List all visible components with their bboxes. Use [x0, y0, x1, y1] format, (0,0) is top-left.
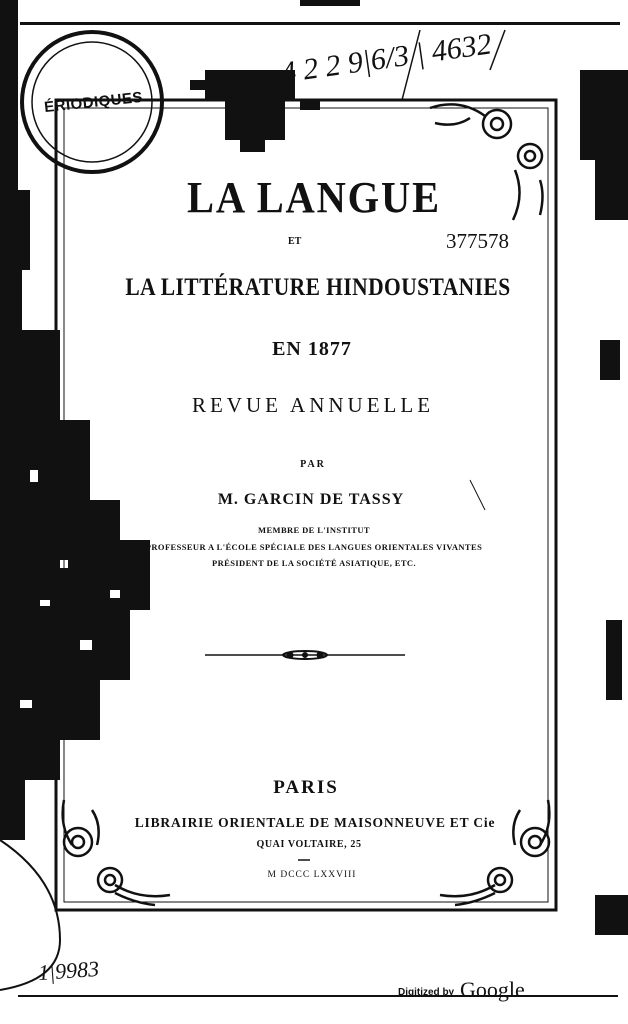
title-line-2: LA LITTÉRATURE HINDOUSTANIES — [125, 274, 511, 301]
imprint-date: M DCCC LXXVIII — [267, 870, 357, 880]
handwritten-shelfmark: 4 2 2 9|6/3 | 4632 — [278, 27, 494, 90]
imprint-city: PARIS — [273, 777, 339, 798]
imprint-address: QUAI VOLTAIRE, 25 — [256, 839, 362, 850]
decorative-rule — [205, 651, 405, 659]
handwritten-number: 1|9983 — [37, 955, 100, 986]
author-name: M. GARCIN DE TASSY — [217, 491, 405, 508]
author-role-2: PROFESSEUR A L'ÉCOLE SPÉCIALE DES LANGUES ORIENTALES VIVANTES — [145, 542, 483, 552]
title-year: EN 1877 — [272, 338, 352, 360]
title-line-1: LA LANGUE — [187, 173, 441, 222]
catalog-number: 377578 — [446, 229, 509, 253]
author-role-1: MEMBRE DE L'INSTITUT — [258, 525, 370, 535]
digitized-label: Digitized by — [398, 987, 455, 998]
title-conjunction: ET — [288, 236, 302, 247]
imprint-publisher: LIBRAIRIE ORIENTALE DE MAISONNEUVE ET Cie — [134, 815, 496, 830]
left-damage — [0, 0, 150, 840]
google-logo: Google — [460, 977, 525, 1002]
subtitle: REVUE ANNUELLE — [191, 393, 435, 417]
library-stamp: ÉRIODIQUES — [43, 88, 144, 117]
author-par: PAR — [300, 459, 326, 470]
author-role-3: PRÉSIDENT DE LA SOCIÉTÉ ASIATIQUE, ETC. — [212, 558, 416, 568]
